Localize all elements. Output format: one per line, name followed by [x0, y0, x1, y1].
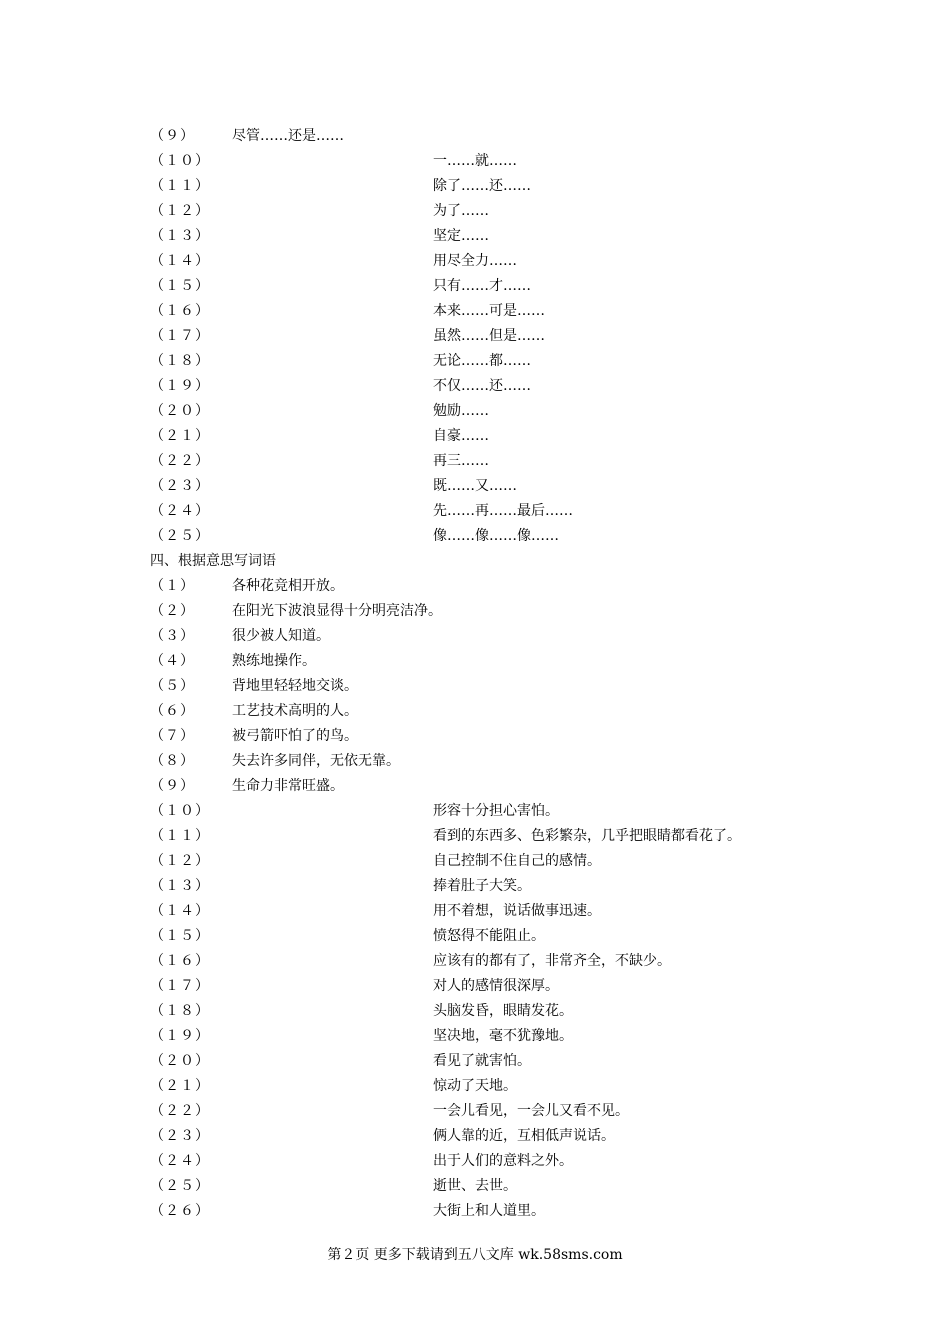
list-item — [150, 849, 850, 874]
item-text: 不仅……还…… — [433, 378, 531, 394]
list-item — [150, 1174, 850, 1199]
item-number: （６） — [150, 703, 195, 719]
item-text: 无论……都…… — [433, 353, 531, 369]
item-number: （１０） — [150, 803, 210, 819]
list-item — [150, 1199, 850, 1224]
item-number: （１２） — [150, 203, 210, 219]
section-3-list — [150, 124, 850, 549]
document-content — [150, 124, 850, 1224]
item-number: （２２） — [150, 453, 210, 469]
item-number: （１９） — [150, 1028, 210, 1044]
item-text: 虽然……但是…… — [433, 328, 545, 344]
list-item — [150, 274, 850, 299]
list-item — [150, 774, 850, 799]
item-number: （１８） — [150, 1003, 210, 1019]
list-item — [150, 699, 850, 724]
item-number: （１７） — [150, 978, 210, 994]
list-item — [150, 524, 850, 549]
section-4-heading: 四、根据意思写词语 — [150, 553, 276, 569]
list-item — [150, 799, 850, 824]
list-item — [150, 499, 850, 524]
item-number: （１５） — [150, 278, 210, 294]
item-text: 失去许多同伴，无依无靠。 — [232, 753, 400, 769]
item-number: （１２） — [150, 853, 210, 869]
item-text: 逝世、去世。 — [433, 1178, 517, 1194]
item-number: （１０） — [150, 153, 210, 169]
item-text: 头脑发昏，眼睛发花。 — [433, 1003, 573, 1019]
item-number: （１９） — [150, 378, 210, 394]
list-item — [150, 374, 850, 399]
item-number: （３） — [150, 628, 195, 644]
list-item — [150, 1074, 850, 1099]
item-text: 本来……可是…… — [433, 303, 545, 319]
list-item — [150, 674, 850, 699]
item-number: （２０） — [150, 403, 210, 419]
list-item — [150, 349, 850, 374]
item-number: （１８） — [150, 353, 210, 369]
item-number: （２４） — [150, 503, 210, 519]
item-text: 捧着肚子大笑。 — [433, 878, 531, 894]
item-text: 自己控制不住自己的感情。 — [433, 853, 601, 869]
list-item — [150, 974, 850, 999]
item-number: （１３） — [150, 878, 210, 894]
list-item — [150, 299, 850, 324]
list-item — [150, 249, 850, 274]
list-item — [150, 1049, 850, 1074]
item-text: 背地里轻轻地交谈。 — [232, 678, 358, 694]
item-number: （５） — [150, 678, 195, 694]
list-item — [150, 574, 850, 599]
item-text: 勉励…… — [433, 403, 489, 419]
list-item — [150, 449, 850, 474]
item-number: （２２） — [150, 1103, 210, 1119]
list-item — [150, 649, 850, 674]
list-item — [150, 424, 850, 449]
list-item — [150, 149, 850, 174]
item-text: 愤怒得不能阻止。 — [433, 928, 545, 944]
item-number: （９） — [150, 778, 195, 794]
item-number: （１５） — [150, 928, 210, 944]
item-text: 一会儿看见，一会儿又看不见。 — [433, 1103, 629, 1119]
item-number: （１７） — [150, 328, 210, 344]
item-number: （２４） — [150, 1153, 210, 1169]
item-text: 先……再……最后…… — [433, 503, 573, 519]
item-text: 看见了就害怕。 — [433, 1053, 531, 1069]
item-text: 出于人们的意料之外。 — [433, 1153, 573, 1169]
list-item — [150, 1099, 850, 1124]
list-item — [150, 224, 850, 249]
list-item — [150, 874, 850, 899]
item-text: 除了……还…… — [433, 178, 531, 194]
item-number: （４） — [150, 653, 195, 669]
item-text: 为了…… — [433, 203, 489, 219]
item-number: （１６） — [150, 953, 210, 969]
item-text: 各种花竞相开放。 — [232, 578, 344, 594]
item-number: （２５） — [150, 528, 210, 544]
item-text: 被弓箭吓怕了的鸟。 — [232, 728, 358, 744]
item-number: （１３） — [150, 228, 210, 244]
page-footer: 第２页 更多下载请到五八文库 wk.58sms.com — [327, 1247, 623, 1263]
list-item — [150, 899, 850, 924]
item-number: （１４） — [150, 253, 210, 269]
item-text: 工艺技术高明的人。 — [232, 703, 358, 719]
item-text: 自豪…… — [433, 428, 489, 444]
list-item — [150, 724, 850, 749]
item-number: （２６） — [150, 1203, 210, 1219]
item-text: 只有……才…… — [433, 278, 531, 294]
item-text: 像……像……像…… — [433, 528, 559, 544]
item-text: 惊动了天地。 — [433, 1078, 517, 1094]
section-4-list — [150, 574, 850, 1224]
item-number: （１１） — [150, 178, 210, 194]
list-item — [150, 1024, 850, 1049]
item-number: （１１） — [150, 828, 210, 844]
list-item — [150, 599, 850, 624]
item-text: 坚决地，毫不犹豫地。 — [433, 1028, 573, 1044]
item-text: 形容十分担心害怕。 — [433, 803, 559, 819]
item-text: 用不着想，说话做事迅速。 — [433, 903, 601, 919]
item-number: （１４） — [150, 903, 210, 919]
item-text: 很少被人知道。 — [232, 628, 330, 644]
list-item — [150, 999, 850, 1024]
list-item — [150, 474, 850, 499]
list-item — [150, 199, 850, 224]
item-text: 生命力非常旺盛。 — [232, 778, 344, 794]
list-item — [150, 749, 850, 774]
item-text: 尽管……还是…… — [232, 128, 344, 144]
list-item — [150, 624, 850, 649]
list-item — [150, 399, 850, 424]
list-item — [150, 324, 850, 349]
item-text: 看到的东西多、色彩繁杂，几乎把眼睛都看花了。 — [433, 828, 741, 844]
item-number: （９） — [150, 128, 195, 144]
item-text: 坚定…… — [433, 228, 489, 244]
item-number: （２） — [150, 603, 195, 619]
item-number: （２０） — [150, 1053, 210, 1069]
list-item — [150, 174, 850, 199]
item-text: 在阳光下波浪显得十分明亮洁净。 — [232, 603, 442, 619]
item-text: 再三…… — [433, 453, 489, 469]
item-text: 对人的感情很深厚。 — [433, 978, 559, 994]
list-item — [150, 824, 850, 849]
item-number: （７） — [150, 728, 195, 744]
item-number: （２３） — [150, 1128, 210, 1144]
item-number: （２５） — [150, 1178, 210, 1194]
list-item — [150, 1124, 850, 1149]
item-number: （８） — [150, 753, 195, 769]
item-number: （２１） — [150, 1078, 210, 1094]
item-text: 一……就…… — [433, 153, 517, 169]
item-number: （２１） — [150, 428, 210, 444]
list-item — [150, 124, 850, 149]
list-item — [150, 1149, 850, 1174]
item-text: 应该有的都有了，非常齐全，不缺少。 — [433, 953, 671, 969]
item-number: （２３） — [150, 478, 210, 494]
item-text: 用尽全力…… — [433, 253, 517, 269]
list-item — [150, 924, 850, 949]
item-text: 大街上和人道里。 — [433, 1203, 545, 1219]
list-item — [150, 949, 850, 974]
item-text: 熟练地操作。 — [232, 653, 316, 669]
item-number: （１） — [150, 578, 195, 594]
item-text: 俩人靠的近，互相低声说话。 — [433, 1128, 615, 1144]
item-text: 既……又…… — [433, 478, 517, 494]
item-number: （１６） — [150, 303, 210, 319]
